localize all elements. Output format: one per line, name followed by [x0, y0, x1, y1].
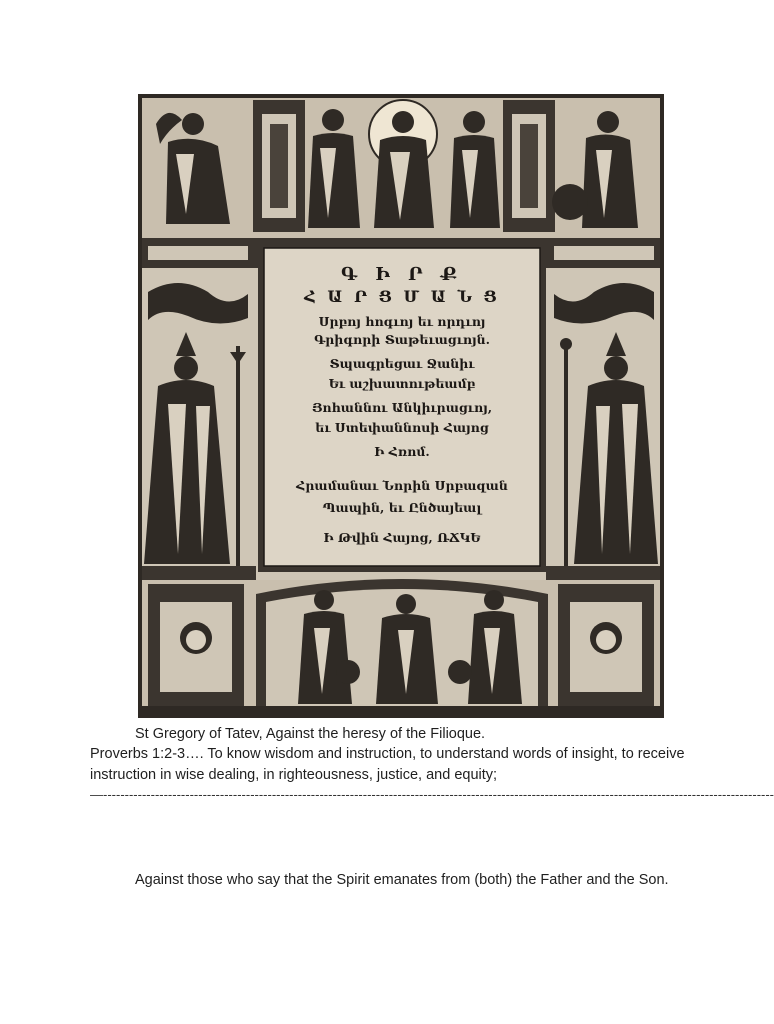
engraving-line: Սրբոյ հոգւոյ եւ որդւոյ	[318, 314, 486, 329]
engraving-line: Յոհաննու Անկիւրացւոյ,	[311, 400, 493, 415]
dashed-divider: —-----------------------------------------------------------------------------------------------------------------------------------------------------------	[90, 787, 774, 802]
engraving-title-1: Գ Ի Ր Ք	[341, 264, 463, 285]
engraving-line: Ի Հռոմ.	[374, 444, 430, 459]
image-caption: St Gregory of Tatev, Against the heresy of the Filioque.	[135, 726, 486, 742]
proverbs-quote: Proverbs 1:2-3…. To know wisdom and instruction, to understand words of insight, to receive instruction in wise dealing, in righteousness, justice, and equity;	[90, 746, 685, 783]
engraving-line: Հրամանաւ Նորին Սրբազան	[296, 478, 508, 493]
engraving-artwork	[138, 94, 664, 718]
engraving-line: Ի Թվին Հայոց, ՌՃԿԵ	[323, 530, 481, 545]
body-paragraph: Against those who say that the Spirit emanates from (both) the Father and the Son.	[135, 872, 669, 888]
engraving-line: Տպագրեցաւ Ջանիւ	[329, 356, 475, 371]
engraving-line: Պապին, եւ Ընծայեալ	[322, 500, 482, 515]
engraving-line: Եւ աշխատութեամբ	[328, 376, 476, 391]
engraving-line: Գրիգորի Տաթեւացւոյն.	[314, 332, 490, 347]
engraving-line: եւ Ստեփաննոսի Հայոց	[315, 420, 489, 435]
engraving-title-2: Հ Ա Ր Ց Մ Ա Ն Ց	[304, 287, 500, 306]
woodcut-engraving-image	[138, 94, 664, 718]
